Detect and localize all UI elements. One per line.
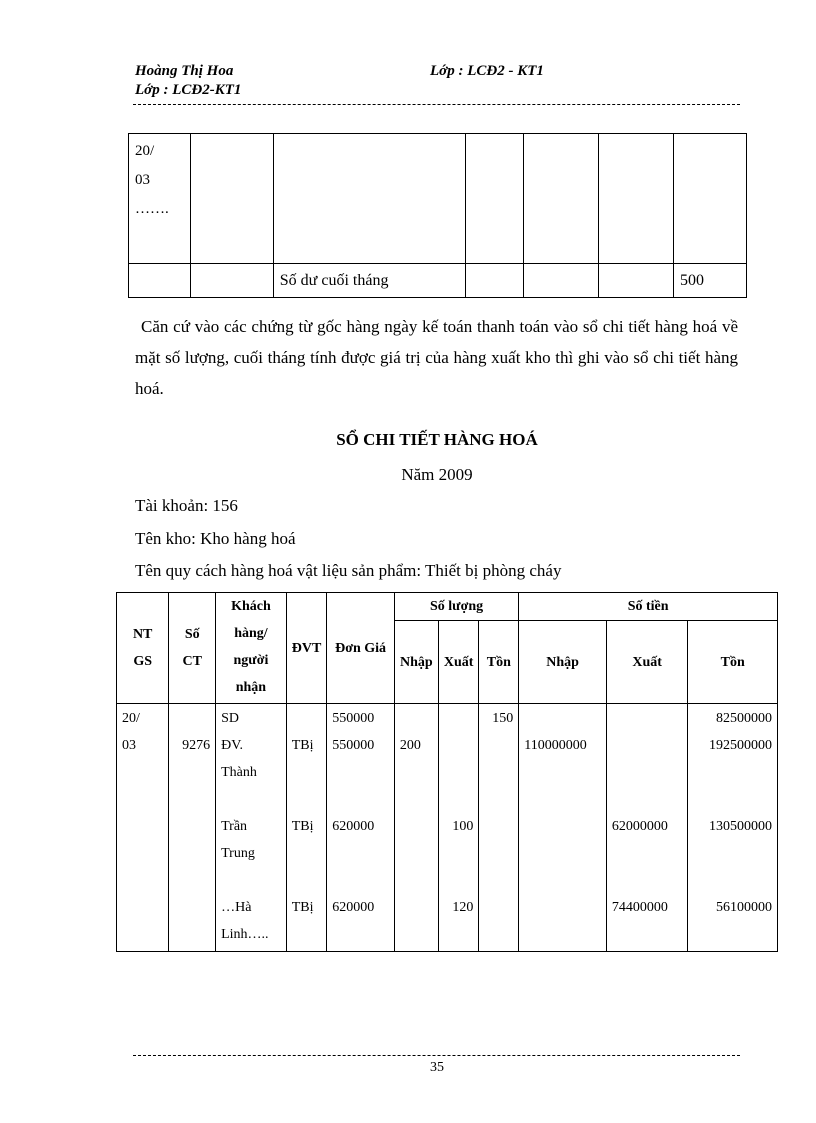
- col-soct: Số CT: [169, 593, 216, 704]
- col-money-out: Xuất: [606, 621, 688, 704]
- header-row: [117, 593, 778, 621]
- header-divider: [133, 104, 740, 105]
- table-row: [129, 134, 747, 264]
- money-out-cell: 62000000 74400000: [606, 704, 688, 952]
- date-cell: 20/ 03: [117, 704, 169, 952]
- ledger-table: [116, 592, 778, 952]
- ledger-year: Năm 2009: [401, 465, 473, 484]
- header-author: Hoàng Thị Hoa: [135, 63, 234, 79]
- table-row: [129, 264, 747, 298]
- col-money-bal: Tồn: [688, 621, 778, 704]
- table-row: [117, 704, 778, 952]
- col-customer: Khách hàng/ người nhận: [216, 593, 287, 704]
- ending-balance-value: 500: [674, 264, 747, 298]
- footer-divider: [133, 1055, 740, 1056]
- warehouse-line: Tên kho: Kho hàng hoá: [135, 529, 296, 548]
- price-cell: 550000 550000 620000 620000: [327, 704, 395, 952]
- customer-cell: SD ĐV. Thành Trần Trung …Hà Linh…..: [216, 704, 287, 952]
- qty-out-cell: 100 120: [438, 704, 479, 952]
- header-class-left: Lớp : LCĐ2-KT1: [135, 82, 242, 98]
- body-paragraph: Căn cứ vào các chứng từ gốc hàng ngày kế toán thanh toán vào sổ chi tiết hàng hoá về mặt số lượng, cuối tháng tính được giá trị của hàng xuất kho thì ghi vào sổ chi tiết hàng hoá.: [135, 317, 738, 398]
- col-price: Đơn Giá: [327, 593, 395, 704]
- col-money-in: Nhập: [519, 621, 607, 704]
- group-money: Số tiền: [519, 593, 778, 621]
- account-line: Tài khoản: 156: [135, 496, 238, 515]
- col-qty-in: Nhập: [394, 621, 438, 704]
- money-bal-cell: 82500000 192500000 130500000 56100000: [688, 704, 778, 952]
- group-quantity: Số lượng: [394, 593, 518, 621]
- col-qty-bal: Tồn: [479, 621, 519, 704]
- dvt-cell: TBị TBị TBị: [286, 704, 327, 952]
- qty-in-cell: 200: [394, 704, 438, 952]
- page-number: 35: [430, 1060, 444, 1075]
- col-qty-out: Xuất: [438, 621, 479, 704]
- col-dvt: ĐVT: [286, 593, 327, 704]
- continuation-table: [128, 133, 747, 298]
- doc-cell: 9276: [169, 704, 216, 952]
- ledger-title: SỔ CHI TIẾT HÀNG HOÁ: [336, 430, 538, 449]
- ending-balance-label: Số dư cuối tháng: [273, 264, 466, 298]
- date-cell: 20/ 03 …….: [129, 134, 191, 264]
- header-class-center: Lớp : LCĐ2 - KT1: [430, 63, 544, 79]
- qty-bal-cell: 150: [479, 704, 519, 952]
- col-ntgs: NT GS: [117, 593, 169, 704]
- money-in-cell: 110000000: [519, 704, 607, 952]
- product-line: Tên quy cách hàng hoá vật liệu sản phẩm: Thiết bị phòng cháy: [135, 561, 562, 580]
